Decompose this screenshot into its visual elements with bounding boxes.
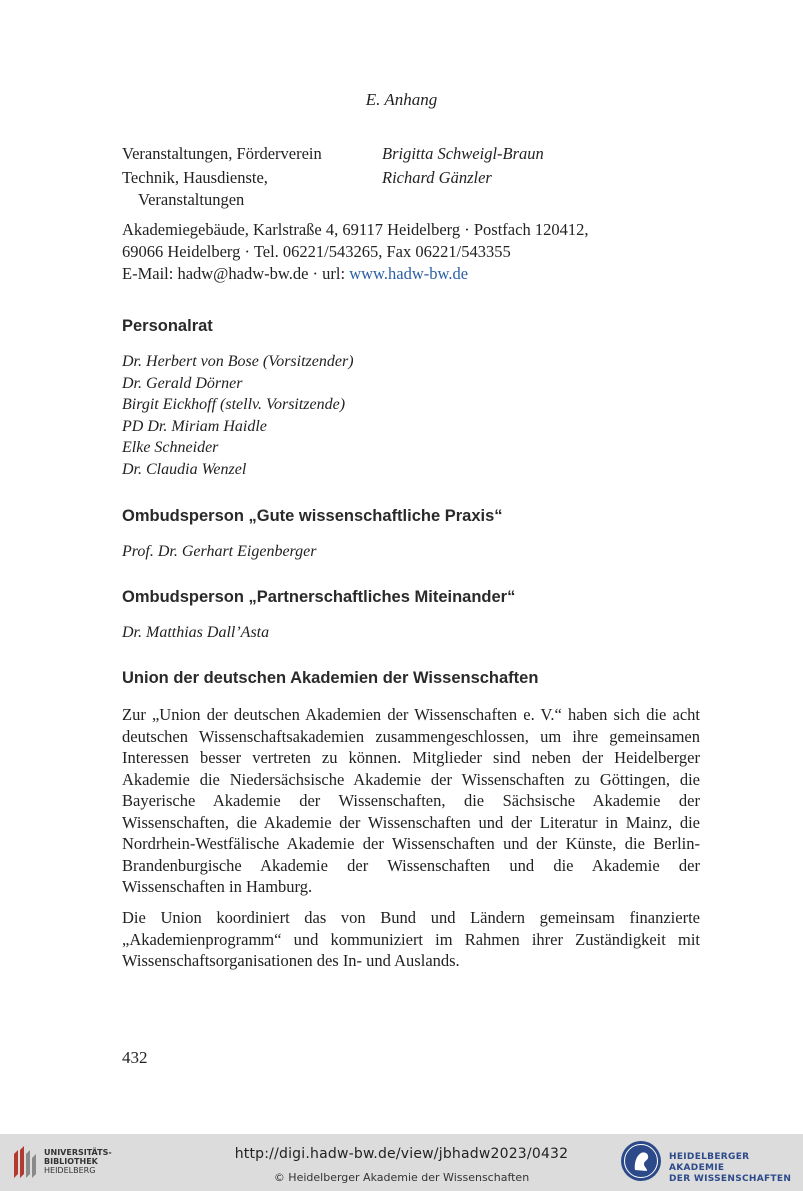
list-item: Elke Schneider bbox=[122, 439, 219, 456]
address-block bbox=[122, 219, 702, 285]
hadw-logo-line: HEIDELBERGER AKADEMIE bbox=[669, 1152, 750, 1173]
email-text: E-Mail: hadw@hadw-bw.de · url: bbox=[122, 264, 350, 283]
ombuds-miteinander-person: Dr. Matthias Dall’Asta bbox=[122, 624, 270, 641]
section-heading-ombuds-praxis: Ombudsperson „Gute wissenschaftliche Praxis“ bbox=[122, 507, 503, 525]
ub-logo-line: UNIVERSITÄTS- bbox=[44, 1148, 112, 1157]
list-item: Birgit Eickhoff (stellv. Vorsitzende) bbox=[122, 396, 346, 413]
hadw-logo-text bbox=[669, 1152, 800, 1185]
hadw-logo-line: DER WISSENSCHAFTEN bbox=[669, 1174, 792, 1184]
ub-logo-line: BIBLIOTHEK bbox=[44, 1157, 98, 1166]
staff-role-text: Technik, Hausdienste, bbox=[122, 168, 268, 187]
section-heading-ombuds-miteinander: Ombudsperson „Partnerschaftliches Miteinander“ bbox=[122, 588, 516, 606]
staff-role: Veranstaltungen, Förderverein bbox=[122, 144, 322, 163]
union-paragraph-1: Zur „Union der deutschen Akademien der Wissenschaften e. V.“ haben sich die acht deutschen Wissenschaftsakademien zusammengeschlossen, um ihre gemeinsamen Interessen besser vertreten zu können. Mitglieder sind neben der Heidelberger Akademie die Niedersächsische Akademie der Wissenschaften zu Göttingen, die Bayerische Akademie der Wissenschaften, die Sächsische Akademie der Wissenschaften, die Akademie der Wissenschaften und der Literatur in Mainz, die Nordrhein-Westfälische Akademie der Wissenschaften und der Künste, die Berlin-Brandenburgische Akademie der Wissenschaften und die Akademie der Wissenschaften in Hamburg. bbox=[122, 705, 700, 896]
staff-role-continuation: Veranstaltungen bbox=[138, 190, 245, 209]
running-head: E. Anhang bbox=[365, 90, 438, 109]
website-link[interactable]: www.hadw-bw.de bbox=[349, 264, 469, 283]
address-line: 69066 Heidelberg · Tel. 06221/543265, Fax 06221/543355 bbox=[122, 242, 511, 261]
copyright-notice: © Heidelberger Akademie der Wissenschaften bbox=[273, 1171, 530, 1184]
section-heading-union: Union der deutschen Akademien der Wissenschaften bbox=[122, 669, 539, 687]
address-line: Akademiegebäude, Karlstraße 4, 69117 Heidelberg · Postfach 120412, bbox=[122, 220, 589, 239]
list-item: Dr. Herbert von Bose (Vorsitzender) bbox=[122, 353, 354, 370]
page-number: 432 bbox=[122, 1048, 148, 1067]
ub-logo-line: HEIDELBERG bbox=[44, 1166, 96, 1175]
personalrat-list bbox=[122, 351, 354, 480]
contact-line bbox=[122, 263, 702, 285]
staff-person: Brigitta Schweigl-Braun bbox=[382, 144, 544, 163]
ombuds-praxis-person: Prof. Dr. Gerhart Eigenberger bbox=[122, 543, 317, 560]
section-heading-personalrat: Personalrat bbox=[122, 317, 213, 335]
list-item: PD Dr. Miriam Haidle bbox=[122, 417, 267, 435]
staff-role bbox=[122, 167, 362, 211]
list-item: Dr. Gerald Dörner bbox=[122, 374, 243, 392]
permalink-url[interactable]: http://digi.hadw-bw.de/view/jbhadw2023/0432 bbox=[234, 1146, 569, 1162]
union-paragraph-2: Die Union koordiniert das von Bund und Ländern gemeinsam finanzierte „Akademienprogramm“ und kommuniziert im Rahmen ihrer Zuständigkeit mit Wissenschaftsorganisationen des In- und Auslands. bbox=[122, 908, 700, 970]
hadw-logo[interactable] bbox=[620, 1140, 800, 1186]
academy-seal-icon bbox=[620, 1140, 662, 1182]
viewer-footer bbox=[0, 1134, 803, 1191]
staff-person: Richard Gänzler bbox=[382, 168, 492, 187]
list-item: Dr. Claudia Wenzel bbox=[122, 460, 247, 478]
